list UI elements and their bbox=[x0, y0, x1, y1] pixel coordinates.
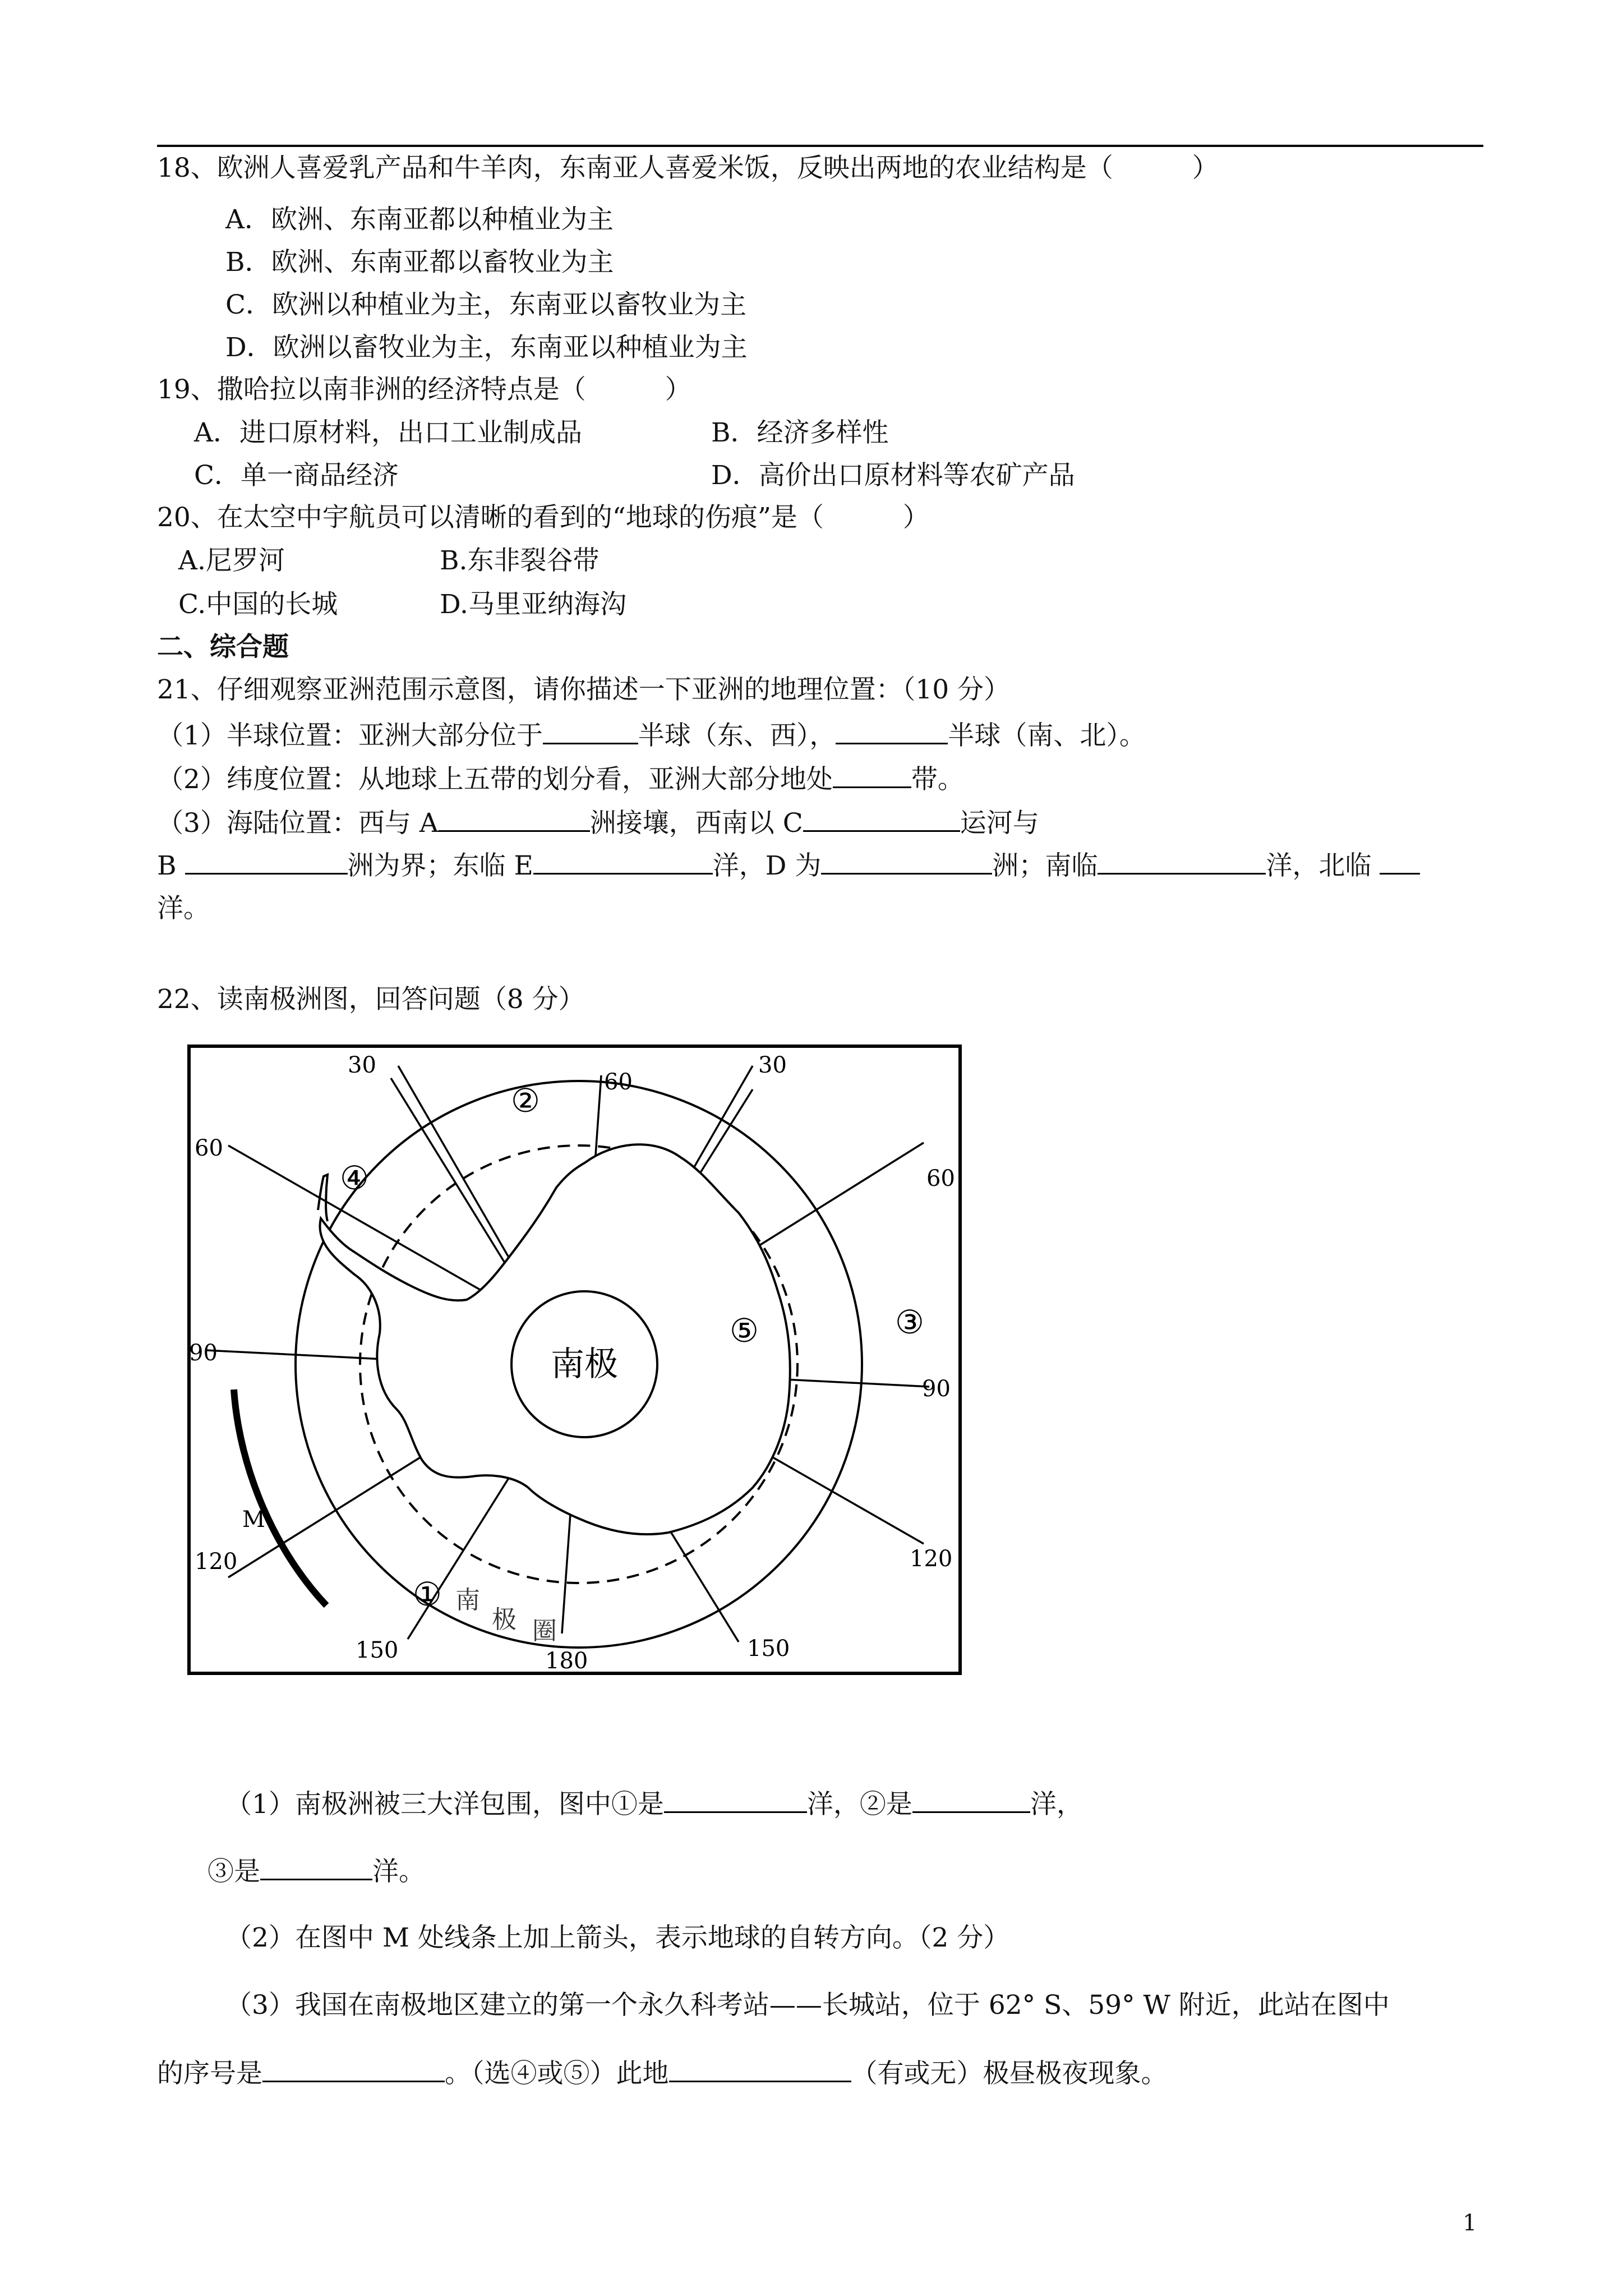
blank[interactable] bbox=[912, 1787, 1030, 1813]
lon-label-90-left: 90 bbox=[189, 1340, 218, 1366]
q18-option-d: D．欧洲以畜牧业为主，东南亚以种植业为主 bbox=[225, 332, 748, 363]
lon-label-90-right: 90 bbox=[922, 1376, 951, 1402]
lon-label-120-right: 120 bbox=[910, 1546, 953, 1572]
header-rule bbox=[157, 145, 1483, 147]
blank[interactable] bbox=[260, 1854, 372, 1880]
q21-part3: （3）海陆位置：西与 A 洲接壤，西南以 C 运河与 bbox=[157, 806, 1039, 840]
lon-label-150-right: 150 bbox=[747, 1636, 790, 1662]
lon-label-60-right: 60 bbox=[926, 1166, 955, 1191]
q21-stem: 21、仔细观察亚洲范围示意图，请你描述一下亚洲的地理位置：（10 分） bbox=[157, 674, 1011, 705]
blank[interactable] bbox=[262, 2056, 445, 2082]
label-circled-2: ② bbox=[511, 1082, 540, 1120]
antarctica-map bbox=[186, 1045, 966, 1678]
q22-sub3: （3）我国在南极地区建立的第一个永久科考站——长城站，位于 62° S、59° W 附近，此站在图中 bbox=[225, 1990, 1390, 2021]
q20-option-a: A.尼罗河 bbox=[178, 545, 285, 576]
lon-label-30-right: 30 bbox=[758, 1052, 787, 1078]
south-pole-label: 南极 bbox=[551, 1345, 618, 1384]
blank[interactable] bbox=[1380, 848, 1420, 875]
blank[interactable] bbox=[803, 806, 960, 832]
lon-label-60-top: 60 bbox=[604, 1069, 633, 1095]
q21-part1: （1）半球位置：亚洲大部分位于 半球（东、西）， 半球（南、北）。 bbox=[157, 718, 1146, 753]
circle-label-char-2: 极 bbox=[492, 1605, 517, 1634]
lon-label-60-left: 60 bbox=[195, 1135, 223, 1161]
label-circled-5: ⑤ bbox=[730, 1312, 759, 1350]
lon-label-180: 180 bbox=[545, 1648, 588, 1674]
blank[interactable] bbox=[664, 1787, 807, 1813]
q20-stem: 20、在太空中宇航员可以清晰的看到的“地球的伤痕”是（ ） bbox=[157, 502, 929, 533]
blank[interactable] bbox=[836, 718, 948, 744]
label-circled-3: ③ bbox=[895, 1303, 924, 1341]
blank[interactable] bbox=[833, 762, 911, 788]
page-number: 1 bbox=[1463, 2210, 1477, 2236]
q21-part3-end: 洋。 bbox=[157, 893, 210, 924]
q22-sub2: （2）在图中 M 处线条上加上箭头，表示地球的自转方向。（2 分） bbox=[225, 1922, 1010, 1953]
q22-stem: 22、读南极洲图，回答问题（8 分） bbox=[157, 984, 585, 1015]
blank[interactable] bbox=[1098, 848, 1266, 875]
section-heading: 二、综合题 bbox=[157, 632, 289, 662]
circle-label-char-3: 圈 bbox=[532, 1617, 557, 1645]
q22-sub3-cont: 的序号是 。（选④或⑤）此地 （有或无）极昼极夜现象。 bbox=[157, 2056, 1168, 2091]
blank[interactable] bbox=[543, 718, 638, 744]
q19-stem: 19、撒哈拉以南非洲的经济特点是（ ） bbox=[157, 374, 691, 405]
circle-label-char-1: 南 bbox=[455, 1586, 480, 1614]
lon-label-120-left: 120 bbox=[195, 1549, 238, 1575]
q19-option-a: A．进口原材料，出口工业制成品 bbox=[194, 417, 582, 448]
blank[interactable] bbox=[533, 848, 713, 875]
q18-stem: 18、欧洲人喜爱乳产品和牛羊肉，东南亚人喜爱米饭，反映出两地的农业结构是（ ） bbox=[157, 153, 1219, 183]
q20-option-d: D.马里亚纳海沟 bbox=[440, 589, 626, 620]
q20-option-c: C.中国的长城 bbox=[178, 589, 338, 620]
peninsula-outline bbox=[318, 1175, 328, 1221]
q19-option-c: C．单一商品经济 bbox=[194, 460, 399, 491]
q21-part2: （2）纬度位置：从地球上五带的划分看，亚洲大部分地处 带。 bbox=[157, 762, 964, 797]
lon-label-150-left: 150 bbox=[356, 1637, 399, 1663]
lon-label-30-left: 30 bbox=[348, 1052, 376, 1078]
label-circled-1: ① bbox=[413, 1575, 442, 1613]
q21-part3-cont: B 洲为界；东临 E 洋，D 为 洲；南临 洋，北临 bbox=[157, 848, 1420, 883]
blank[interactable] bbox=[185, 848, 348, 875]
q18-option-a: A．欧洲、东南亚都以种植业为主 bbox=[225, 204, 614, 235]
label-circled-4: ④ bbox=[340, 1159, 369, 1197]
blank[interactable] bbox=[821, 848, 992, 875]
blank[interactable] bbox=[669, 2056, 851, 2082]
q19-option-d: D．高价出口原材料等农矿产品 bbox=[711, 460, 1075, 491]
blank[interactable] bbox=[439, 806, 590, 832]
q18-option-b: B．欧洲、东南亚都以畜牧业为主 bbox=[225, 247, 614, 278]
q18-option-c: C．欧洲以种植业为主，东南亚以畜牧业为主 bbox=[225, 289, 746, 320]
q22-sub1-cont: ③是 洋。 bbox=[208, 1854, 425, 1889]
rotation-arc-m bbox=[234, 1389, 326, 1605]
q20-option-b: B.东非裂谷带 bbox=[440, 545, 600, 576]
m-label: M bbox=[242, 1507, 265, 1533]
q22-sub1: （1）南极洲被三大洋包围，图中①是 洋，②是 洋， bbox=[225, 1787, 1083, 1821]
q19-option-b: B．经济多样性 bbox=[711, 417, 889, 448]
